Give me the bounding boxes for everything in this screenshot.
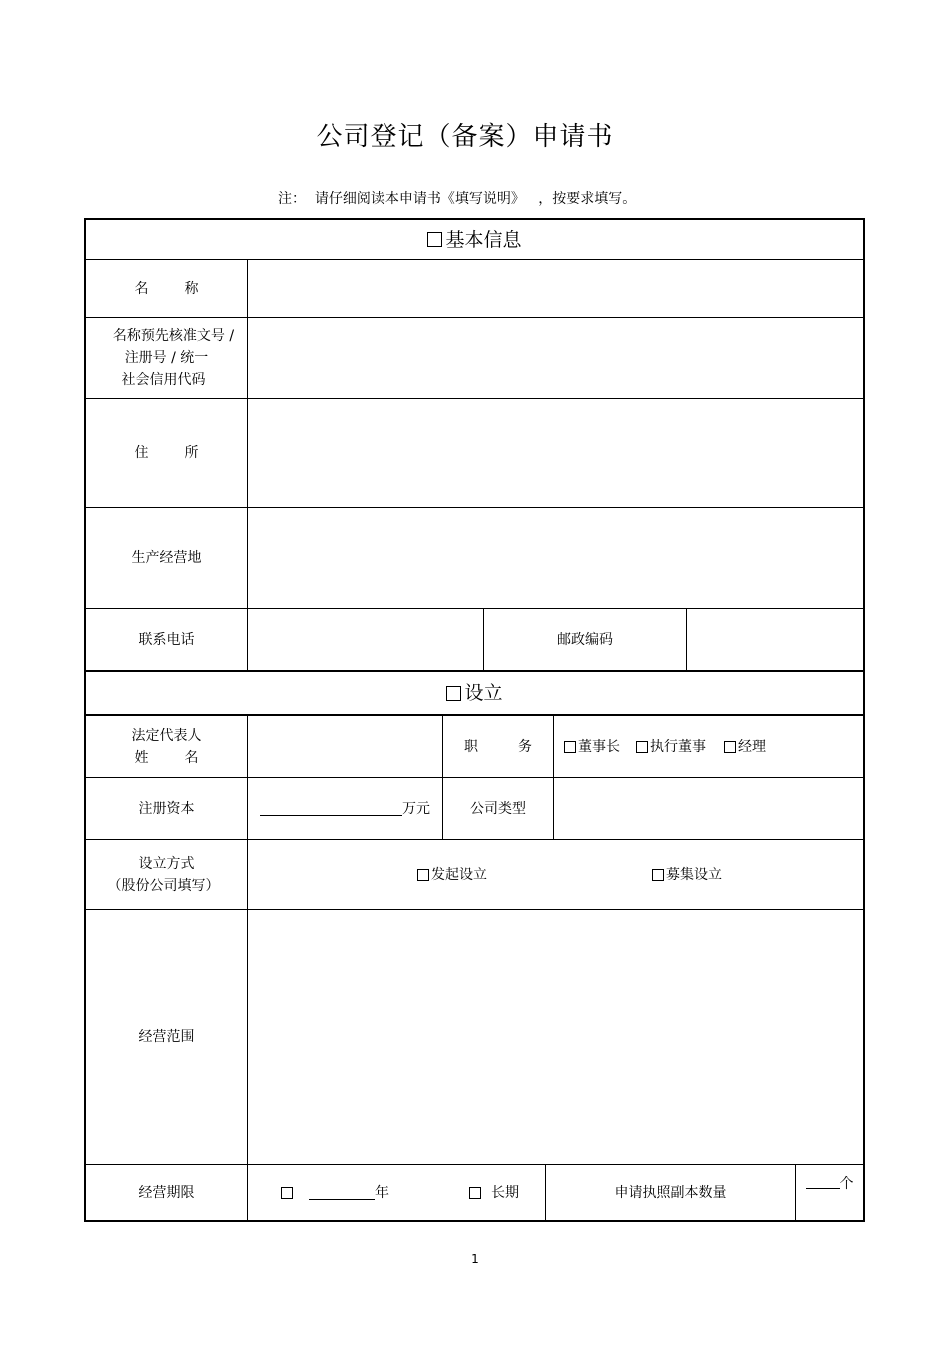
term-long-label: 长期	[491, 1184, 519, 1201]
name-label-char-2: 称	[184, 280, 199, 297]
method-label-line-1: 设立方式	[138, 855, 195, 872]
term-options	[281, 1165, 545, 1220]
name-label	[86, 260, 247, 317]
checkbox-chairman[interactable]	[564, 741, 576, 753]
checkbox-long-term[interactable]	[469, 1187, 481, 1199]
method-label-line-2: （股份公司填写）	[107, 877, 220, 894]
capital-unit: 万元	[402, 800, 430, 817]
instruction-note: 注： 请仔细阅读本申请书《填写说明》 ，按要求填写。	[278, 191, 637, 207]
business-scope-label: 经营范围	[138, 1029, 195, 1045]
position-label-char-1: 职	[464, 738, 478, 755]
legal-rep-label-line-2	[135, 747, 199, 769]
option-offering-label: 募集设立	[666, 866, 722, 883]
phone-field[interactable]	[248, 609, 483, 670]
page-number: 1	[471, 1252, 479, 1266]
position-options	[564, 716, 863, 777]
name-label-char-1: 名	[134, 280, 149, 297]
checkbox-executive-director[interactable]	[636, 741, 648, 753]
checkbox-establishment[interactable]	[446, 686, 461, 701]
copies-blank[interactable]	[806, 1180, 840, 1189]
term-label: 经营期限	[138, 1184, 195, 1201]
legal-rep-label-char-2: 名	[184, 749, 199, 766]
production-address-label: 生产经营地	[131, 550, 202, 566]
term-year-unit: 年	[375, 1184, 389, 1201]
postal-code-label: 邮政编码	[557, 631, 613, 648]
business-scope-field[interactable]	[248, 910, 863, 1164]
capital-field[interactable]	[248, 778, 442, 839]
legal-rep-label	[86, 716, 247, 777]
method-label	[86, 840, 247, 909]
company-type-label: 公司类型	[470, 800, 526, 817]
legal-rep-label-line-1: 法定代表人	[131, 727, 202, 744]
code-label-line-3: 社会信用代码	[121, 372, 206, 388]
page-title: 公司登记（备案）申请书	[316, 122, 614, 152]
checkbox-basic-info[interactable]	[427, 232, 442, 247]
name-field[interactable]	[248, 260, 863, 317]
legal-rep-label-char-1: 姓	[134, 749, 149, 766]
address-label-char-2: 所	[184, 445, 199, 461]
address-field[interactable]	[248, 399, 863, 507]
copies-label: 申请执照副本数量	[614, 1184, 727, 1201]
application-form-table	[84, 218, 865, 1222]
phone-label: 联系电话	[138, 631, 195, 648]
code-field[interactable]	[248, 318, 863, 398]
legal-rep-field[interactable]	[248, 716, 442, 777]
capital-blank[interactable]	[260, 801, 402, 816]
address-label	[86, 399, 247, 507]
option-chairman-label: 董事长	[578, 738, 620, 755]
method-option-offering	[637, 840, 737, 909]
capital-label: 注册资本	[138, 800, 195, 817]
company-type-field[interactable]	[554, 778, 863, 839]
term-years-blank[interactable]	[309, 1185, 375, 1200]
checkbox-offering[interactable]	[652, 869, 664, 881]
postal-code-field[interactable]	[687, 609, 863, 670]
checkbox-fixed-term[interactable]	[281, 1187, 293, 1199]
section-establishment-title: 设立	[464, 682, 503, 704]
checkbox-manager[interactable]	[724, 741, 736, 753]
option-manager-label: 经理	[738, 738, 766, 755]
copies-field[interactable]	[796, 1165, 863, 1203]
section-establishment	[86, 672, 863, 714]
code-label-line-2: 注册号 / 统一	[124, 350, 209, 366]
option-executive-director-label: 执行董事	[650, 738, 706, 755]
production-address-field[interactable]	[248, 508, 863, 608]
copies-unit: 个	[839, 1176, 854, 1192]
code-label-line-1: 名称预先核准文号 /	[112, 328, 235, 344]
code-label	[86, 318, 247, 398]
position-label-char-2: 务	[518, 738, 532, 755]
checkbox-promotion[interactable]	[417, 869, 429, 881]
option-promotion-label: 发起设立	[431, 866, 487, 883]
section-basic-info	[86, 220, 863, 259]
section-basic-info-title: 基本信息	[445, 228, 522, 251]
position-label	[443, 716, 553, 777]
address-label-char-1: 住	[134, 445, 149, 461]
method-option-promotion	[402, 840, 502, 909]
